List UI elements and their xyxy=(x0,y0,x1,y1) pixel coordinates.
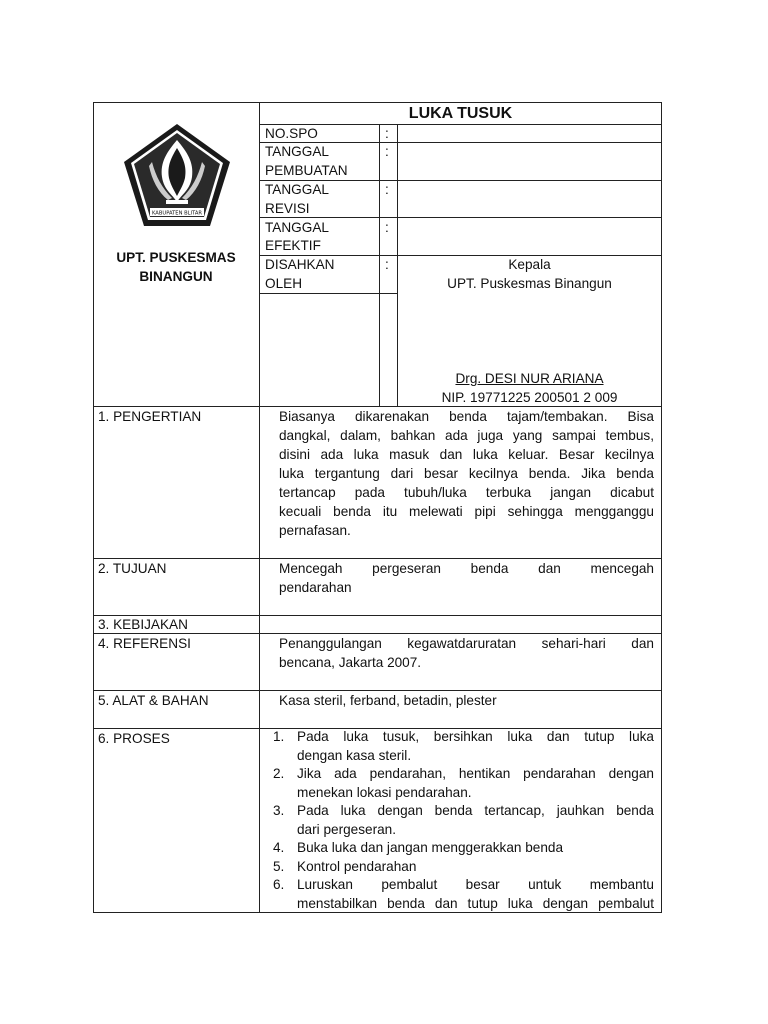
text-line: Buka luka dan jangan menggerakkan benda xyxy=(297,840,564,855)
field-label-tanggal-pembuatan: TANGGAL xyxy=(265,144,329,159)
text-line: Mencegah pergeseran benda dan mencegah xyxy=(279,561,654,576)
referensi-text xyxy=(279,634,654,672)
document-title: LUKA TUSUK xyxy=(408,105,513,122)
field-row-line xyxy=(259,293,397,294)
text-line: Pada luka dengan benda tertancap, jauhkan benda xyxy=(297,803,654,818)
field-colon: : xyxy=(385,144,389,159)
logo-caption: KABUPATEN BLITAR xyxy=(151,210,203,217)
text-line: Kontrol pendarahan xyxy=(297,858,417,874)
approver-name: Drg. DESI NUR ARIANA xyxy=(455,371,604,386)
field-label-tanggal-efektif-2: EFEKTIF xyxy=(265,238,321,253)
approver-title-line1: Kepala xyxy=(508,257,551,272)
table-border-right xyxy=(661,102,662,913)
approver-nip: NIP. 19771225 200501 2 009 xyxy=(441,390,618,405)
section-label-alat-bahan: 5. ALAT & BAHAN xyxy=(98,693,209,708)
section-label-kebijakan: 3. KEBIJAKAN xyxy=(98,617,188,632)
column-divider xyxy=(259,102,260,913)
field-colon: : xyxy=(385,220,389,235)
text-line: luka tergantung dari besar kecilnya benda. Jika benda xyxy=(279,466,654,481)
field-label-tanggal-revisi: TANGGAL xyxy=(265,182,329,197)
text-line: Biasanya dikarenakan benda tajam/tembakan. Bisa xyxy=(279,409,654,424)
text-line: tertancap pada tubuh/luka terbuka jangan dicabut xyxy=(279,485,654,500)
text-line: Penanggulangan kegawatdaruratan sehari-hari dan xyxy=(279,636,654,651)
colon-column-left xyxy=(379,124,380,407)
list-item xyxy=(273,728,654,765)
kabupaten-blitar-emblem-icon xyxy=(122,122,232,228)
field-label-tanggal-revisi-2: REVISI xyxy=(265,201,310,216)
list-item xyxy=(273,876,654,913)
table-border-top xyxy=(93,102,662,103)
text-line: kecuali benda itu melewati pipi sehingga mengganggu xyxy=(279,504,654,519)
field-label-disahkan-2: OLEH xyxy=(265,276,303,291)
list-item xyxy=(273,765,654,802)
section-label-tujuan: 2. TUJUAN xyxy=(98,561,167,576)
field-label-disahkan: DISAHKAN xyxy=(265,257,335,272)
list-item xyxy=(273,839,654,858)
text-line: pendarahan xyxy=(279,580,352,595)
pengertian-text xyxy=(279,407,654,540)
section-label-pengertian: 1. PENGERTIAN xyxy=(98,409,202,424)
text-line: disini ada luka masuk dan luka keluar. Besar kecilnya xyxy=(279,447,654,462)
text-line: pernafasan. xyxy=(279,523,351,538)
section-label-proses: 6. PROSES xyxy=(98,731,170,746)
text-line: bencana, Jakarta 2007. xyxy=(279,655,422,670)
field-label-no-spo: NO.SPO xyxy=(265,126,318,141)
section-label-referensi: 4. REFERENSI xyxy=(98,636,191,651)
proses-list xyxy=(273,728,654,913)
org-name-line1: UPT. PUSKESMAS xyxy=(116,250,236,265)
field-colon: : xyxy=(385,257,389,272)
list-number: 2. xyxy=(273,766,285,781)
text-line: dari pergeseran. xyxy=(297,821,396,837)
title-row-line xyxy=(259,124,661,125)
field-colon: : xyxy=(385,126,389,141)
text-line: Jika ada pendarahan, hentikan pendarahan dengan xyxy=(297,766,654,781)
table-border-left xyxy=(93,102,94,913)
field-colon: : xyxy=(385,182,389,197)
tujuan-text xyxy=(279,559,654,597)
text-line: Pada luka tusuk, bersihkan luka dan tutup luka xyxy=(297,729,654,744)
list-number: 3. xyxy=(273,803,285,818)
text-line: menstabilkan benda dan tutup luka dengan pembalut xyxy=(297,895,654,911)
text-line: Luruskan pembalut besar untuk membantu xyxy=(297,877,654,892)
list-item xyxy=(273,858,654,877)
org-name-line2: BINANGUN xyxy=(139,269,213,284)
list-number: 5. xyxy=(273,858,285,874)
list-number: 6. xyxy=(273,877,285,892)
field-label-tanggal-pembuatan-2: PEMBUATAN xyxy=(265,163,348,178)
alat-bahan-text: Kasa steril, ferband, betadin, plester xyxy=(279,693,497,708)
list-number: 4. xyxy=(273,840,285,855)
approver-title-line2: UPT. Puskesmas Binangun xyxy=(447,276,612,291)
text-line: menekan lokasi pendarahan. xyxy=(297,784,472,800)
text-line: dengan kasa steril. xyxy=(297,747,412,763)
list-item xyxy=(273,802,654,839)
field-label-tanggal-efektif: TANGGAL xyxy=(265,220,329,235)
text-line: dangkal, dalam, bahkan ada juga yang sampai tembus, xyxy=(279,428,654,443)
list-number: 1. xyxy=(273,729,285,744)
